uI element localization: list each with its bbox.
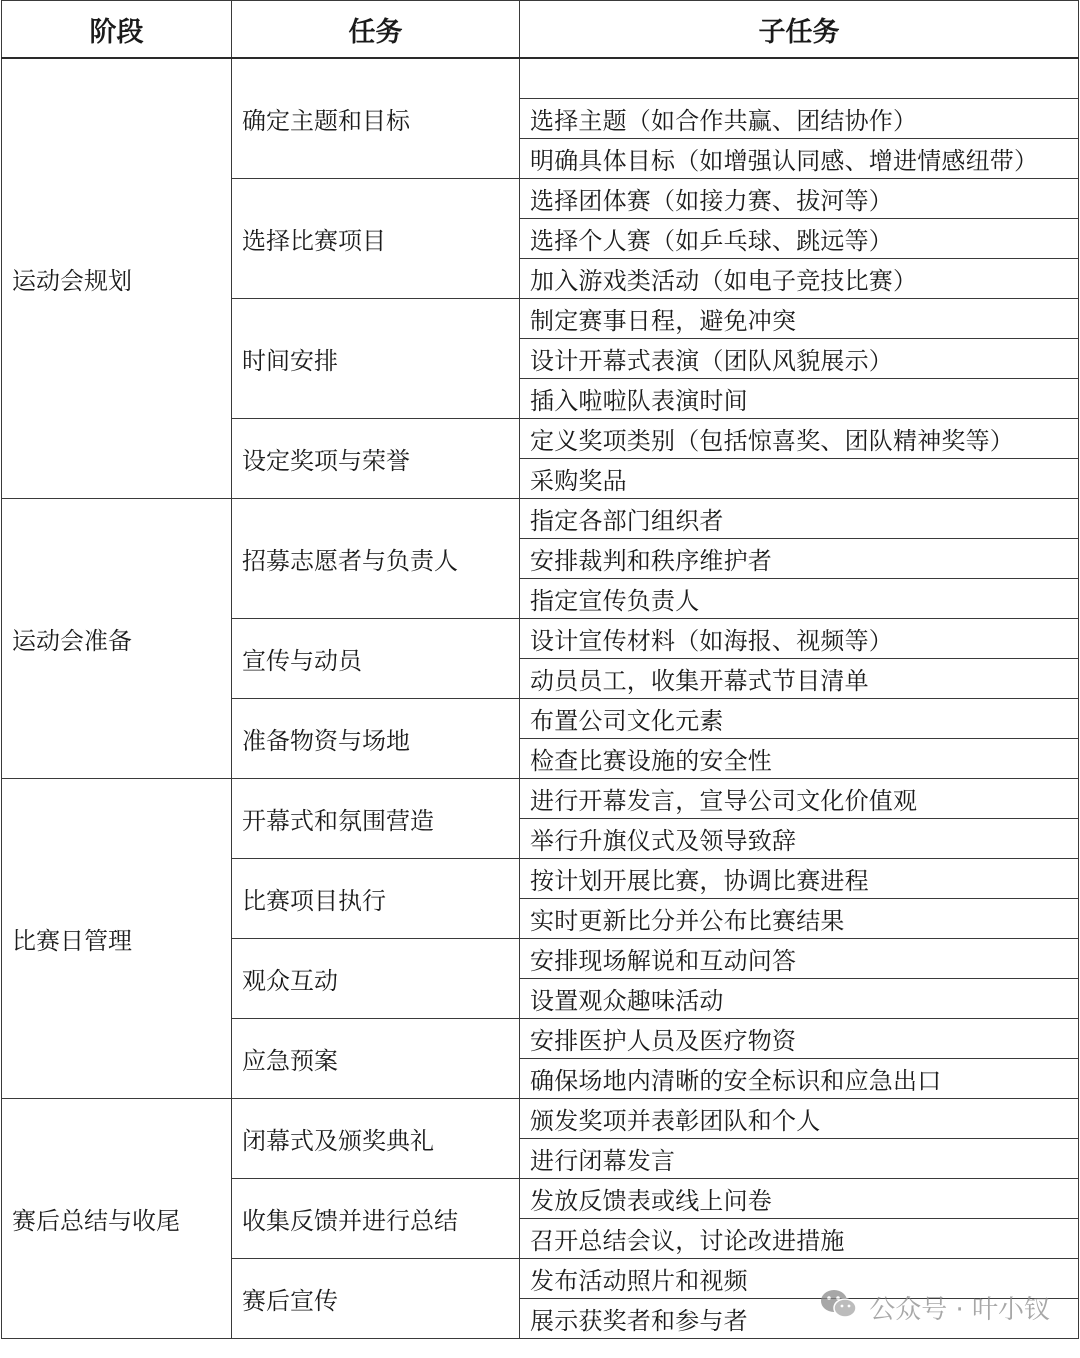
task-cell: 开幕式和氛围营造 — [232, 779, 520, 859]
subtask-cell: 动员员工，收集开幕式节目清单 — [520, 659, 1079, 699]
subtask-cell: 安排医护人员及医疗物资 — [520, 1019, 1079, 1059]
subtask-cell: 进行闭幕发言 — [520, 1139, 1079, 1179]
task-cell: 宣传与动员 — [232, 619, 520, 699]
subtask-cell: 实时更新比分并公布比赛结果 — [520, 899, 1079, 939]
subtask-cell: 定义奖项类别（包括惊喜奖、团队精神奖等） — [520, 419, 1079, 459]
header-stage: 阶段 — [2, 1, 232, 59]
subtask-cell: 选择主题（如合作共赢、团结协作） — [520, 99, 1079, 139]
stage-cell: 运动会准备 — [2, 499, 232, 779]
table-row — [2, 499, 1079, 539]
subtask-cell: 按计划开展比赛，协调比赛进程 — [520, 859, 1079, 899]
subtask-cell: 插入啦啦队表演时间 — [520, 379, 1079, 419]
table-header — [2, 1, 1079, 59]
header-task: 任务 — [232, 1, 520, 59]
subtask-cell: 安排现场解说和互动问答 — [520, 939, 1079, 979]
header-subtask: 子任务 — [520, 1, 1079, 59]
task-cell: 比赛项目执行 — [232, 859, 520, 939]
task-cell: 收集反馈并进行总结 — [232, 1179, 520, 1259]
subtask-cell: 指定各部门组织者 — [520, 499, 1079, 539]
subtask-cell: 检查比赛设施的安全性 — [520, 739, 1079, 779]
task-cell: 准备物资与场地 — [232, 699, 520, 779]
subtask-cell: 选择团体赛（如接力赛、拔河等） — [520, 179, 1079, 219]
subtask-cell: 设置观众趣味活动 — [520, 979, 1079, 1019]
subtask-cell: 明确具体目标（如增强认同感、增进情感纽带） — [520, 139, 1079, 179]
subtask-cell: 进行开幕发言，宣导公司文化价值观 — [520, 779, 1079, 819]
subtask-cell: 发放反馈表或线上问卷 — [520, 1179, 1079, 1219]
subtask-cell: 布置公司文化元素 — [520, 699, 1079, 739]
subtask-cell: 安排裁判和秩序维护者 — [520, 539, 1079, 579]
task-cell: 选择比赛项目 — [232, 179, 520, 299]
task-cell: 赛后宣传 — [232, 1259, 520, 1339]
subtask-cell: 选择个人赛（如乒乓球、跳远等） — [520, 219, 1079, 259]
table-row — [2, 58, 1079, 99]
header-row — [2, 1, 1079, 59]
subtask-cell: 指定宣传负责人 — [520, 579, 1079, 619]
subtask-cell: 确保场地内清晰的安全标识和应急出口 — [520, 1059, 1079, 1099]
subtask-cell: 展示获奖者和参与者 — [520, 1299, 1079, 1339]
subtask-cell: 设计宣传材料（如海报、视频等） — [520, 619, 1079, 659]
table-body — [2, 58, 1079, 1339]
task-cell: 应急预案 — [232, 1019, 520, 1099]
task-cell: 闭幕式及颁奖典礼 — [232, 1099, 520, 1179]
subtask-cell: 举行升旗仪式及领导致辞 — [520, 819, 1079, 859]
task-cell: 确定主题和目标 — [232, 58, 520, 179]
subtask-cell: 召开总结会议，讨论改进措施 — [520, 1219, 1079, 1259]
watermark-text: 公众号 · 叶小钗 — [869, 1295, 1050, 1325]
subtask-cell: 采购奖品 — [520, 459, 1079, 499]
table-row — [2, 1099, 1079, 1139]
plan-table — [1, 0, 1079, 1339]
table-row — [2, 779, 1079, 819]
task-cell: 时间安排 — [232, 299, 520, 419]
subtask-cell — [520, 58, 1079, 99]
subtask-cell: 颁发奖项并表彰团队和个人 — [520, 1099, 1079, 1139]
subtask-cell: 发布活动照片和视频 — [520, 1259, 1079, 1299]
subtask-cell: 设计开幕式表演（团队风貌展示） — [520, 339, 1079, 379]
task-cell: 设定奖项与荣誉 — [232, 419, 520, 499]
subtask-cell: 加入游戏类活动（如电子竞技比赛） — [520, 259, 1079, 299]
task-cell: 招募志愿者与负责人 — [232, 499, 520, 619]
subtask-cell: 制定赛事日程，避免冲突 — [520, 299, 1079, 339]
stage-cell: 运动会规划 — [2, 58, 232, 499]
stage-cell: 赛后总结与收尾 — [2, 1099, 232, 1339]
stage-cell: 比赛日管理 — [2, 779, 232, 1099]
task-cell: 观众互动 — [232, 939, 520, 1019]
